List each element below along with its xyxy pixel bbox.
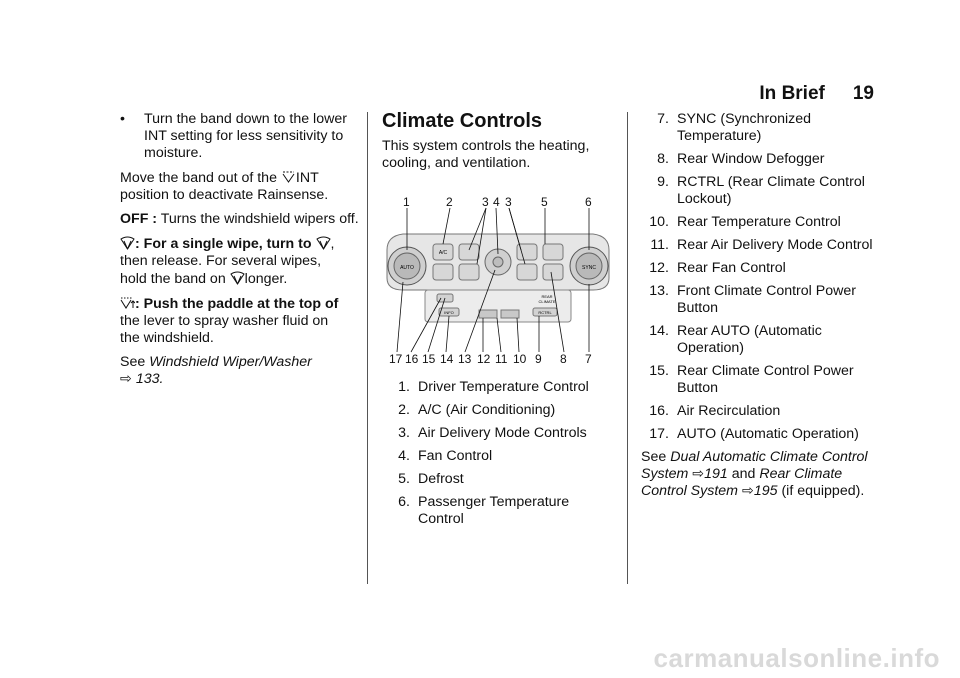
text: position to deactivate Rainsense.: [120, 187, 329, 203]
callout-1: 1: [403, 195, 410, 209]
legend-text: AUTO (Automatic Operation): [677, 426, 859, 442]
page-ref-icon: ⇨: [120, 371, 132, 387]
callout-6: 6: [585, 195, 592, 209]
text: INT: [295, 170, 319, 186]
see-also-paragraph: [641, 449, 881, 500]
legend-number: 14.: [649, 323, 669, 339]
left-column: [120, 111, 360, 395]
legend-item: [641, 237, 881, 254]
legend-number: 5.: [398, 471, 410, 487]
climate-panel-illustration: [383, 192, 613, 374]
text: See: [120, 354, 146, 370]
rear-climate-label: REAR: [541, 294, 553, 299]
legend-text: Rear AUTO (Automatic Operation): [677, 323, 822, 356]
intro-text: [382, 138, 607, 172]
text: hold the band on: [120, 271, 226, 287]
wiper-int-icon: [281, 169, 296, 184]
legend-number: 15.: [649, 363, 669, 379]
legend-number: 2.: [398, 402, 410, 418]
callout-16: 16: [405, 352, 419, 366]
legend-number: 3.: [398, 425, 410, 441]
text: See: [641, 449, 667, 465]
text: ,: [330, 236, 335, 252]
text: then release. For several wipes,: [120, 253, 322, 269]
callout-5: 5: [541, 195, 548, 209]
text: longer.: [244, 271, 288, 287]
column-divider-left: [367, 112, 368, 584]
wiper-mist-icon: [316, 235, 331, 250]
column-divider-right: [627, 112, 628, 584]
legend-item: [641, 260, 881, 277]
legend-number: 12.: [649, 260, 669, 276]
intro-sentence: This system controls the heating, cooling, and ventilation.: [382, 138, 590, 171]
page-number: 19: [852, 83, 874, 104]
watermark: carmanualsonline.info: [653, 643, 940, 673]
page-ref-icon: ⇨: [741, 483, 754, 499]
page-reference[interactable]: 133.: [135, 371, 164, 387]
legend-number: 17.: [649, 426, 669, 442]
legend-item: [641, 283, 881, 317]
washer-paragraph: [120, 295, 360, 347]
legend-text: Passenger Temperature Control: [418, 494, 570, 527]
callout-7: 7: [585, 352, 592, 366]
off-label: OFF :: [120, 211, 158, 227]
see-paragraph: [120, 354, 360, 388]
callout-11: 11: [495, 352, 508, 366]
callout-3b: 3: [505, 195, 512, 209]
legend-number: 8.: [657, 151, 669, 167]
wiper-mist-icon: [230, 270, 245, 285]
legend-item: [382, 494, 607, 528]
legend-text: Defrost: [418, 471, 464, 487]
callout-17: 17: [389, 352, 403, 366]
page-header: [759, 83, 874, 105]
auto-label: AUTO: [400, 265, 414, 271]
bullet-dot: •: [120, 111, 125, 127]
legend-number: 9.: [657, 174, 669, 190]
legend-text: Rear Window Defogger: [677, 151, 825, 167]
callout-15: 15: [422, 352, 436, 366]
legend-item: [641, 214, 881, 231]
text: the windshield.: [120, 330, 214, 346]
legend-text: Rear Fan Control: [677, 260, 786, 276]
legend-text: A/C (Air Conditioning): [418, 402, 556, 418]
section-heading: Climate Controls: [382, 110, 543, 132]
callout-4: 4: [493, 195, 500, 209]
callout-14: 14: [440, 352, 454, 366]
legend-text: RCTRL (Rear Climate Control Lockout): [677, 174, 865, 207]
sync-label: SYNC: [582, 265, 596, 271]
legend-text: SYNC (Synchronized Temperature): [677, 111, 812, 144]
callout-2: 2: [446, 195, 453, 209]
section-title: In Brief: [759, 83, 825, 104]
callout-9: 9: [535, 352, 542, 366]
callout-13: 13: [458, 352, 472, 366]
rear-climate-label-2: CLIMATE: [538, 299, 556, 304]
middle-legend-list: [382, 379, 607, 534]
legend-item: [641, 174, 881, 208]
text: the lever to spray washer fluid on: [120, 313, 329, 329]
right-legend-list: [641, 111, 881, 443]
page-reference[interactable]: 191: [704, 466, 728, 482]
bullet-text: Turn the band down to the lower INT setting for less sensitivity to moisture.: [144, 111, 347, 161]
rear-climate-link[interactable]: Rear Climate Control System: [641, 466, 843, 499]
legend-number: 11.: [650, 237, 669, 253]
legend-item: [641, 403, 881, 420]
legend-text: Rear Air Delivery Mode Control: [677, 237, 873, 253]
text: : Push the paddle at the top of: [135, 296, 339, 312]
text: : For a single wipe, turn to: [135, 236, 312, 252]
wiper-mist-icon: [120, 235, 135, 250]
legend-number: 1.: [398, 379, 410, 395]
legend-number: 13.: [649, 283, 669, 299]
ac-label: A/C: [438, 250, 448, 256]
wiper-reference-link[interactable]: Windshield Wiper/Washer: [149, 354, 312, 370]
off-text: Turns the windshield wipers off.: [160, 211, 359, 227]
single-wipe-paragraph: [120, 235, 360, 288]
right-column: [641, 111, 881, 507]
off-paragraph: [120, 211, 360, 228]
callout-8: 8: [560, 352, 567, 366]
bullet-item: [120, 111, 360, 162]
washer-icon: [120, 295, 135, 310]
legend-item: [382, 471, 607, 488]
page-ref-icon: ⇨: [692, 466, 705, 482]
info-label: INFO: [444, 310, 454, 315]
dual-climate-link[interactable]: Dual Automatic Climate Control System: [641, 449, 868, 482]
legend-text: Air Recirculation: [677, 403, 781, 419]
legend-item: [382, 402, 607, 419]
legend-number: 16.: [649, 403, 669, 419]
legend-item: [641, 363, 881, 397]
page-reference[interactable]: 195: [753, 483, 778, 499]
legend-item: [641, 323, 881, 357]
rainsense-paragraph: [120, 169, 360, 204]
legend-number: 4.: [398, 448, 410, 464]
text: and: [731, 466, 756, 482]
legend-text: Air Delivery Mode Controls: [418, 425, 587, 441]
legend-text: Fan Control: [418, 448, 493, 464]
legend-number: 6.: [398, 494, 410, 510]
climate-control-diagram: [383, 192, 613, 374]
legend-item: [641, 426, 881, 443]
callout-10: 10: [513, 352, 527, 366]
legend-text: Rear Climate Control Power Button: [677, 363, 854, 396]
legend-number: 7.: [657, 111, 669, 127]
callout-3: 3: [482, 195, 489, 209]
legend-text: Front Climate Control Power Button: [677, 283, 856, 316]
legend-text: Rear Temperature Control: [677, 214, 841, 230]
legend-item: [641, 151, 881, 168]
rctrl-label: RCTRL: [538, 310, 552, 315]
legend-item: [641, 111, 881, 145]
legend-item: [382, 448, 607, 465]
legend-text: Driver Temperature Control: [418, 379, 589, 395]
callout-12: 12: [477, 352, 491, 366]
legend-item: [382, 379, 607, 396]
legend-item: [382, 425, 607, 442]
legend-number: 10.: [649, 214, 669, 230]
text: (if equipped).: [781, 483, 865, 499]
text: Move the band out of the: [120, 170, 277, 186]
